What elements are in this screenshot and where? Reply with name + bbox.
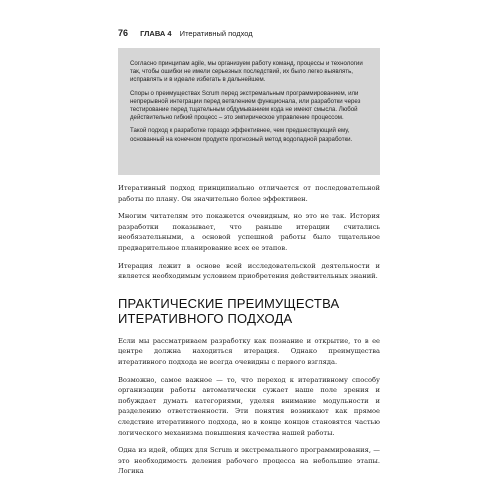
body-paragraph: Итерация лежит в основе всей исследовательской деятельности и является необходимым условием приобретения действительных знаний. [118, 261, 380, 281]
section-heading-line: ИТЕРАТИВНОГО ПОДХОДА [118, 310, 293, 326]
chapter-label: ГЛАВА 4 [140, 29, 172, 38]
sidebar-paragraph: Такой подход к разработке гораздо эффективнее, чем предшествующий ему, основанный на конечном продукте прогнозный метод водопадной разработки. [130, 127, 353, 143]
sidebar-paragraph: Споры о преимуществах Scrum перед экстремальным программированием, или непрерывной интеграции перед ветвлением функционала, или разработки через тестирование перед тщательным обдумыванием кода не имеют смысла. Любой действительно гибкий процесс – это эмпирическое управление процессом. [130, 89, 361, 122]
body-paragraph: Одна из идей, общих для Scrum и экстремального программирования, — это необходимость деления рабочего процесса на небольшие этапы. Логика [118, 446, 380, 476]
section-heading [118, 296, 380, 326]
section-heading-line: ПРАКТИЧЕСКИЕ ПРЕИМУЩЕСТВА [118, 295, 340, 311]
main-text [118, 183, 380, 484]
body-paragraph: Возможно, самое важное — то, что переход к итеративному способу организации работы автоматически сужает наше поле зрения и побуждает думать категориями, уделяя внимание модульности и разделению ответственности. Эти понятия возникают как прямое следствие итеративного подхода, но в конце концов становятся частью логического механизма повышения качества нашей работы. [118, 375, 380, 437]
running-header [118, 28, 253, 38]
chapter-title: Итеративный подход [179, 29, 253, 38]
sidebar-paragraph: Согласно принципам agile, мы организуем работу команд, процессы и технологии так, чтобы ошибки не имели серьезных последствий, их было легко выявлять, исправлять и в идеале избегать в дальнейшем. [130, 60, 363, 84]
body-paragraph: Многим читателям это покажется очевидным, но это не так. История разработки показывает, что раньше итерации считались необязательными, а основой успешной работы было тщательное предварительное планирование всех ее этапов. [118, 212, 380, 252]
body-paragraph: Если мы рассматриваем разработку как познание и открытие, то в ее центре должна находиться итерация. Однако преимущества итеративного подхода не всегда очевидны с первого взгляда. [118, 336, 380, 366]
page-number: 76 [118, 28, 129, 38]
body-paragraph: Итеративный подход принципиально отличается от последовательной работы по плану. Он значительно более эффективен. [118, 184, 380, 203]
sidebar-box [118, 48, 380, 175]
